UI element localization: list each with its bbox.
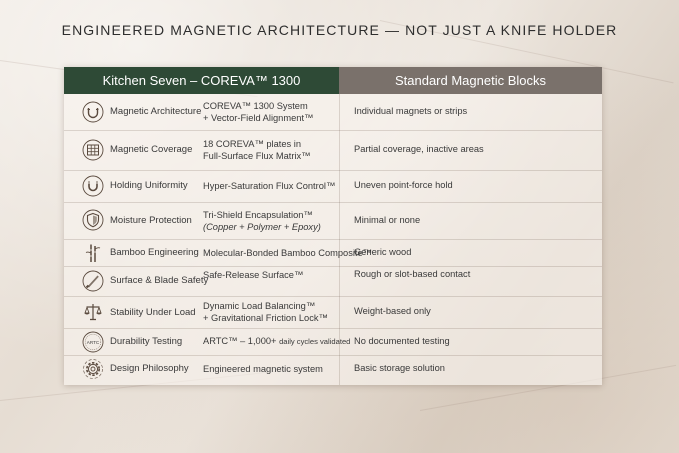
feature-label: Bamboo Engineering xyxy=(110,247,199,258)
magnet-circle-icon xyxy=(82,175,104,197)
bamboo-icon xyxy=(82,242,104,264)
kitchen-seven-value: Molecular-Bonded Bamboo Composite™ xyxy=(203,248,372,258)
artc-badge-icon xyxy=(82,331,104,353)
magnet-icon xyxy=(82,101,104,123)
standard-value: Basic storage solution xyxy=(354,363,445,373)
table-row xyxy=(64,130,602,171)
shield-icon xyxy=(82,209,104,231)
kitchen-seven-line-1b: daily cycles validated xyxy=(279,337,351,346)
kitchen-seven-value: Engineered magnetic system xyxy=(203,364,323,374)
kitchen-seven-line-2: Full-Surface Flux Matrix™ xyxy=(203,151,311,161)
kitchen-seven-line-1: Dynamic Load Balancing™ xyxy=(203,301,316,311)
kitchen-seven-value xyxy=(203,138,310,162)
column-header-standard: Standard Magnetic Blocks xyxy=(339,67,602,94)
blade-icon xyxy=(82,270,104,292)
kitchen-seven-value: Safe-Release Surface™ xyxy=(203,270,304,280)
feature-label: Design Philosophy xyxy=(110,363,189,374)
scale-icon xyxy=(82,301,104,323)
table-row xyxy=(64,355,602,385)
standard-value: Uneven point-force hold xyxy=(354,180,453,190)
kitchen-seven-line-2: + Vector-Field Alignment™ xyxy=(203,113,314,123)
table-row xyxy=(64,170,602,203)
standard-value: Rough or slot-based contact xyxy=(354,269,471,279)
gear-icon xyxy=(82,358,104,380)
kitchen-seven-value: Hyper-Saturation Flux Control™ xyxy=(203,181,336,191)
table-row xyxy=(64,266,602,297)
kitchen-seven-line-1: ARTC™ – 1,000+ xyxy=(203,336,277,346)
kitchen-seven-line-2: (Copper + Polymer + Epoxy) xyxy=(203,222,321,232)
standard-value: Individual magnets or strips xyxy=(354,106,468,116)
feature-label: Stability Under Load xyxy=(110,307,196,318)
table-row xyxy=(64,239,602,267)
table-row xyxy=(64,202,602,240)
feature-label: Moisture Protection xyxy=(110,215,192,226)
kitchen-seven-line-1: COREVA™ 1300 System xyxy=(203,101,308,111)
kitchen-seven-value xyxy=(203,100,313,124)
feature-label: Holding Uniformity xyxy=(110,180,188,191)
feature-label: Magnetic Architecture xyxy=(110,106,202,117)
feature-label: Durability Testing xyxy=(110,336,183,347)
comparison-table xyxy=(64,67,602,385)
table-row xyxy=(64,328,602,356)
standard-value: No documented testing xyxy=(354,336,450,346)
artc-badge-text: ARTC xyxy=(86,340,100,345)
page-title: ENGINEERED MAGNETIC ARCHITECTURE — NOT JUST A KNIFE HOLDER xyxy=(61,22,618,38)
kitchen-seven-line-1: Tri-Shield Encapsulation™ xyxy=(203,210,313,220)
kitchen-seven-value xyxy=(203,209,321,233)
table-row xyxy=(64,94,602,131)
kitchen-seven-line-2: + Gravitational Friction Lock™ xyxy=(203,313,328,323)
feature-label: Surface & Blade Safety xyxy=(110,275,209,286)
standard-value: Minimal or none xyxy=(354,215,421,225)
feature-label: Magnetic Coverage xyxy=(110,144,193,155)
kitchen-seven-value xyxy=(203,300,328,324)
standard-value: Partial coverage, inactive areas xyxy=(354,144,484,154)
standard-value: Weight-based only xyxy=(354,306,431,316)
kitchen-seven-value xyxy=(203,335,350,348)
kitchen-seven-line-1: 18 COREVA™ plates in xyxy=(203,139,302,149)
column-header-kitchen-seven: Kitchen Seven – COREVA™ 1300 xyxy=(64,67,339,94)
standard-value: Generic wood xyxy=(354,247,412,257)
grid-icon xyxy=(82,139,104,161)
table-row xyxy=(64,296,602,329)
